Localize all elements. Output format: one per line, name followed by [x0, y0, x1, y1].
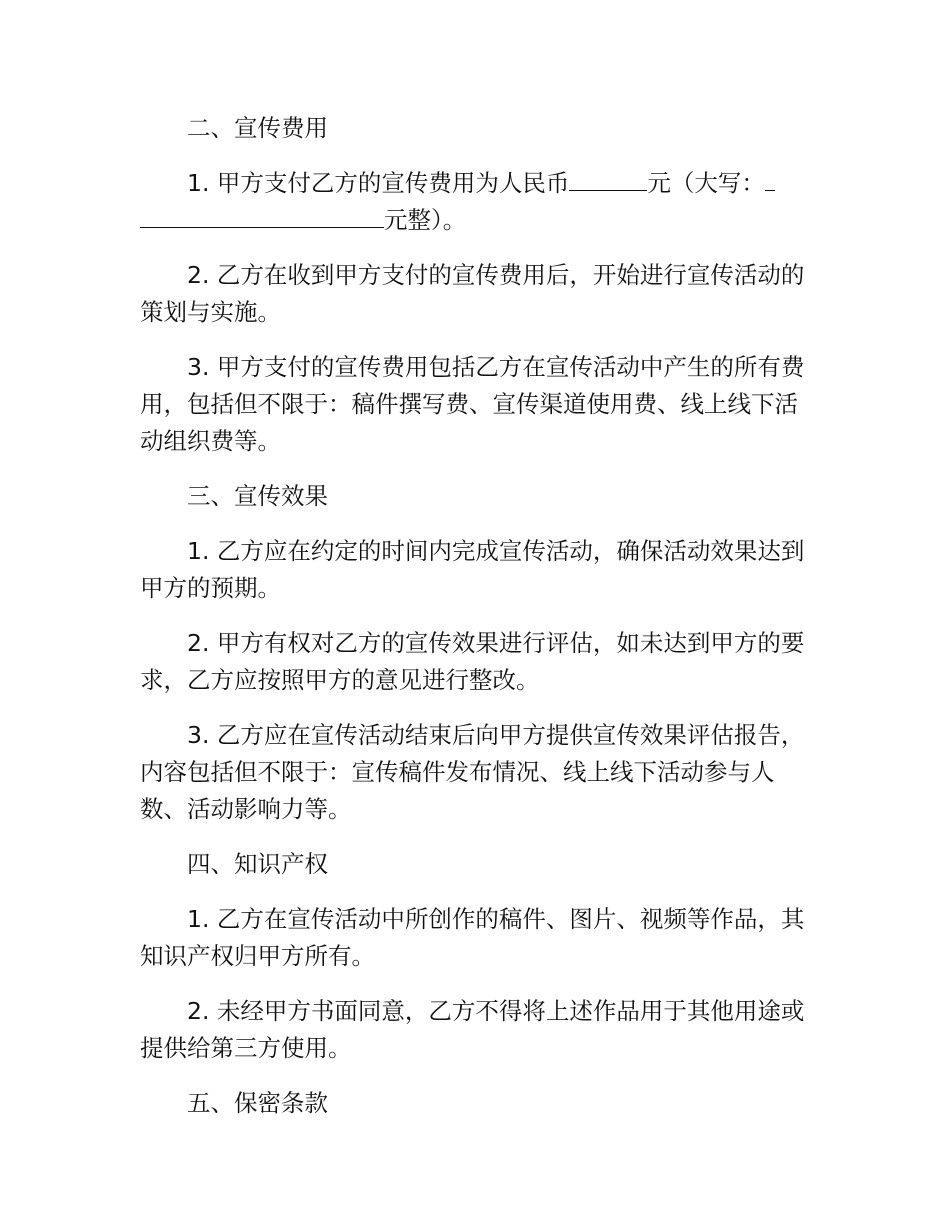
- clause-paragraph: 3. 乙方应在宣传活动结束后向甲方提供宣传效果评估报告，内容包括但不限于：宣传稿件发布情况、线上线下活动参与人数、活动影响力等。: [140, 721, 805, 823]
- document-body: [140, 110, 812, 1140]
- amount-words-blank-field[interactable]: [765, 165, 775, 191]
- clause-paragraph: 1. 乙方应在约定的时间内完成宣传活动，确保活动效果达到甲方的预期。: [140, 537, 805, 602]
- clause-fee-amount: [140, 165, 812, 239]
- section-heading: 二、宣传费用: [187, 114, 328, 142]
- clause-paragraph: 2. 乙方在收到甲方支付的宣传费用后，开始进行宣传活动的策划与实施。: [140, 261, 805, 326]
- section-heading: 四、知识产权: [187, 850, 328, 878]
- clause-paragraph: 3. 甲方支付的宣传费用包括乙方在宣传活动中产生的所有费用，包括但不限于：稿件撰写费、宣传渠道使用费、线上线下活动组织费等。: [140, 353, 805, 455]
- clause-text: 元（大写：: [647, 169, 765, 197]
- amount-words-blank-field-continued[interactable]: [140, 202, 384, 228]
- section-heading: 五、保密条款: [187, 1089, 328, 1117]
- clause-text: 元整）。: [384, 206, 467, 234]
- section-heading: 三、宣传效果: [187, 482, 328, 510]
- clause-paragraph: 2. 甲方有权对乙方的宣传效果进行评估，如未达到甲方的要求，乙方应按照甲方的意见进行整改。: [140, 629, 805, 694]
- clause-paragraph: 1. 乙方在宣传活动中所创作的稿件、图片、视频等作品，其知识产权归甲方所有。: [140, 905, 805, 970]
- amount-blank-field[interactable]: [569, 165, 647, 191]
- clause-text: 1. 甲方支付乙方的宣传费用为人民币: [187, 169, 570, 197]
- clause-paragraph: 2. 未经甲方书面同意，乙方不得将上述作品用于其他用途或提供给第三方使用。: [140, 997, 805, 1062]
